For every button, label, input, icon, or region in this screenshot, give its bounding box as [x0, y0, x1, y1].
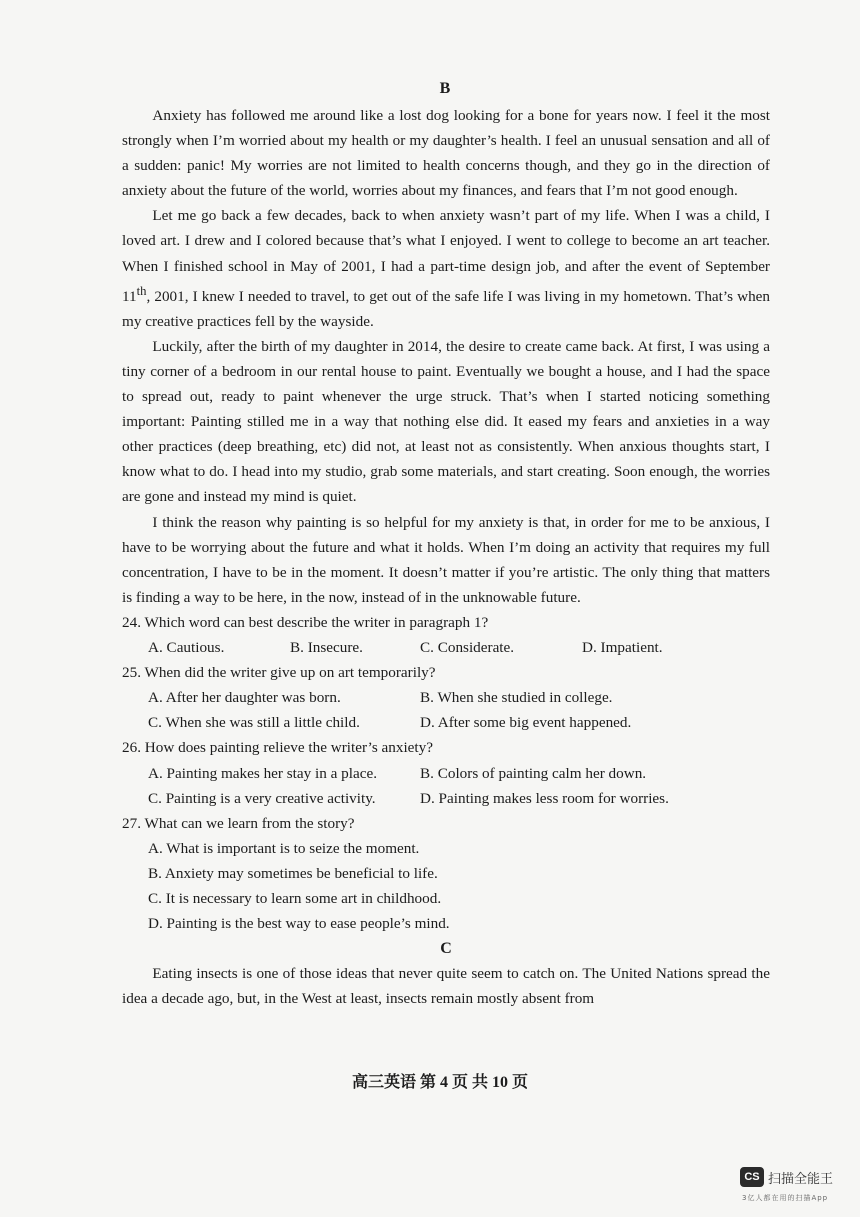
scanner-watermark: [740, 1167, 846, 1207]
option-b: B. Insecure.: [290, 639, 363, 657]
question-stem: 25. When did the writer give up on art temporarily?: [122, 664, 436, 682]
ordinal-suffix: th: [136, 283, 147, 298]
question-options: [122, 786, 770, 811]
question-options: [122, 635, 770, 660]
option-b: B. Colors of painting calm her down.: [420, 764, 647, 782]
option-d: D. Impatient.: [582, 639, 663, 657]
passage-c-paragraph-1: Eating insects is one of those ideas that never quite seem to catch on. The United Nations spread the idea a decade ago, but, in the West at least, insects remain mostly absent from: [122, 965, 770, 1008]
watermark-app-name: 扫描全能王: [768, 1172, 834, 1187]
option-c: C. Considerate.: [420, 639, 515, 657]
question-27: [122, 811, 770, 936]
question-24: [122, 610, 770, 660]
option-c: C. When she was still a little child.: [148, 714, 360, 732]
question-stem: 27. What can we learn from the story?: [122, 814, 355, 832]
option-a: A. Painting makes her stay in a place.: [148, 764, 378, 782]
watermark-tagline: 3亿人都在用的扫描App: [742, 1194, 829, 1202]
passage-b-paragraph-3: Luckily, after the birth of my daughter in 2014, the desire to create came back. At first, I was using a tiny corner of a bedroom in our rental house to paint. Eventually we bought a house, and I had the space to spread out, ready to paint whenever the urge struck. That’s when I started noticing something important: Painting stilled me in a way that nothing else did. It eased my fears and anxieties in a way other practices (deep breathing, etc) did not, at least not as consistently. When anxious thoughts start, I know what to do. I head into my studio, grab some materials, and start creating. Soon enough, the worries are gone and instead my mind is quiet.: [122, 337, 770, 506]
camscanner-logo-icon: CS: [740, 1167, 764, 1187]
section-b-heading: B: [439, 80, 451, 97]
option-b: B. When she studied in college.: [420, 689, 613, 707]
option-c: C. Painting is a very creative activity.: [148, 789, 376, 807]
question-options: [122, 761, 770, 786]
question-options: [122, 710, 770, 735]
question-options: [122, 685, 770, 710]
paragraph-2-text-b: , 2001, I knew I needed to travel, to get out of the safe life I was living in my hometown. That’s when my creative practices fell by the wayside.: [122, 287, 770, 330]
passage-b-paragraph-2: [122, 203, 770, 334]
section-c-heading: C: [440, 940, 452, 958]
option-a: A. Cautious.: [148, 639, 225, 657]
question-25: [122, 660, 770, 735]
option-d: D. Painting makes less room for worries.: [420, 789, 669, 807]
question-stem: 24. Which word can best describe the writer in paragraph 1?: [122, 613, 489, 631]
option-a: A. After her daughter was born.: [148, 689, 341, 707]
option-a: A. What is important is to seize the moment.: [148, 839, 420, 857]
question-26: [122, 735, 770, 810]
option-d: D. After some big event happened.: [420, 714, 632, 732]
option-c: C. It is necessary to learn some art in childhood.: [148, 889, 442, 907]
passage-b-paragraph-4: I think the reason why painting is so helpful for my anxiety is that, in order for me to be anxious, I have to be worrying about the future and what it holds. When I’m doing an activity that requires my full concentration, I have to be in the moment. It doesn’t matter if you’re artistic. The only thing that matters is finding a way to be here, in the now, instead of in the unknowable future.: [122, 513, 770, 606]
option-d: D. Painting is the best way to ease people’s mind.: [148, 915, 450, 933]
passage-b-paragraph-1: Anxiety has followed me around like a lost dog looking for a bone for years now. I feel it the most strongly when I’m worried about my health or my daughter’s health. I feel an unusual sensation and all of a sudden: panic! My worries are not limited to health concerns though, and they go in the direction of anxiety about the future of the world, worries about my finances, and fears that I’m not good enough.: [122, 107, 770, 200]
page-footer: 高三英语 第 4 页 共 10 页: [351, 1074, 528, 1091]
paragraph-2-text-a: Let me go back a few decades, back to when anxiety wasn’t part of my life. When I was a child, I loved art. I drew and I colored because that’s what I enjoyed. I went to college to become an art teacher. When I finished school in May of 2001, I had a part-time design job, and after the event of September 11: [122, 207, 770, 305]
option-b: B. Anxiety may sometimes be beneficial to life.: [148, 864, 438, 882]
question-stem: 26. How does painting relieve the writer’s anxiety?: [122, 739, 433, 757]
page-body: [122, 103, 770, 1011]
